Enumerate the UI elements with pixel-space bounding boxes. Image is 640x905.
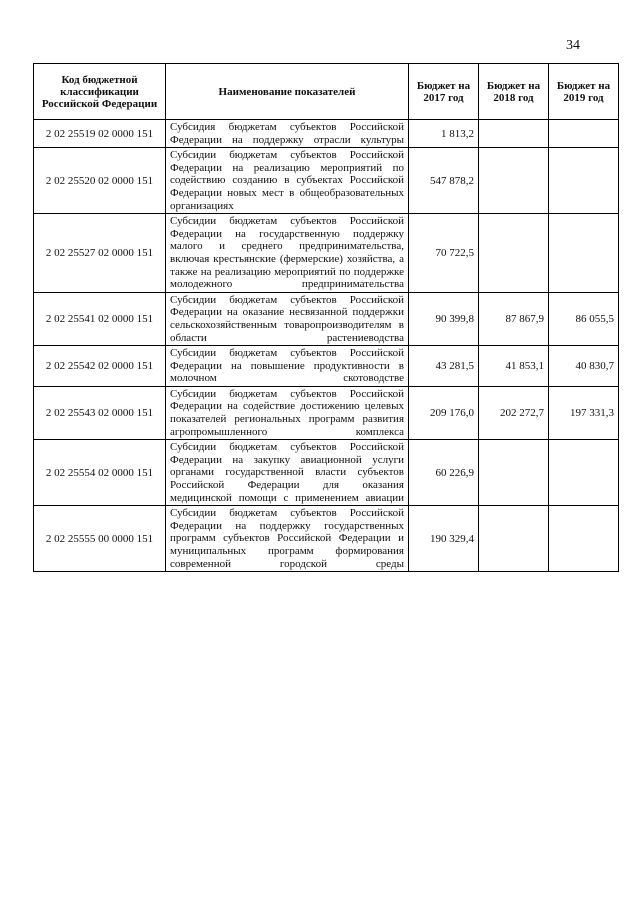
row-code: 2 02 25520 02 0000 151 — [34, 148, 166, 214]
row-budget-2018 — [479, 148, 549, 214]
row-budget-2017: 90 399,8 — [409, 292, 479, 345]
header-code: Код бюджетной классификации Российской Федерации — [34, 64, 166, 120]
row-code: 2 02 25542 02 0000 151 — [34, 346, 166, 387]
table-row — [34, 120, 619, 148]
row-code: 2 02 25555 00 0000 151 — [34, 506, 166, 572]
row-budget-2019 — [549, 440, 619, 506]
row-budget-2017: 209 176,0 — [409, 386, 479, 439]
row-budget-2018: 202 272,7 — [479, 386, 549, 439]
table-row — [34, 214, 619, 293]
row-code: 2 02 25554 02 0000 151 — [34, 440, 166, 506]
row-budget-2019 — [549, 120, 619, 148]
row-budget-2017: 43 281,5 — [409, 346, 479, 387]
table-row — [34, 292, 619, 345]
table-row — [34, 346, 619, 387]
row-name: Субсидии бюджетам субъектов Российской Федерации на государственную поддержку малого и среднего предпринимательства, включая крестьянские (фермерские) хозяйства, а также на реализацию мероприятий по поддержке молодежного предпринимательства — [166, 214, 409, 293]
row-budget-2019 — [549, 214, 619, 293]
page-number: 34 — [566, 38, 580, 53]
row-budget-2018 — [479, 214, 549, 293]
row-budget-2017: 190 329,4 — [409, 506, 479, 572]
row-budget-2018 — [479, 506, 549, 572]
row-budget-2017: 547 878,2 — [409, 148, 479, 214]
table-row — [34, 440, 619, 506]
header-budget-2019: Бюджет на 2019 год — [549, 64, 619, 120]
row-name: Субсидии бюджетам субъектов Российской Федерации на реализацию мероприятий по содействию созданию в субъектах Российской Федерации новых мест в общеобразовательных организациях — [166, 148, 409, 214]
table-row — [34, 386, 619, 439]
header-name: Наименование показателей — [166, 64, 409, 120]
row-name: Субсидии бюджетам субъектов Российской Федерации на содействие достижению целевых показателей региональных программ развития агропромышленного комплекса — [166, 386, 409, 439]
row-budget-2018: 41 853,1 — [479, 346, 549, 387]
row-name: Субсидии бюджетам субъектов Российской Федерации на поддержку государственных программ субъектов Российской Федерации и муниципальных программ формирования современной городской среды — [166, 506, 409, 572]
budget-table — [33, 63, 619, 572]
table-row — [34, 506, 619, 572]
row-budget-2018 — [479, 120, 549, 148]
row-budget-2018 — [479, 440, 549, 506]
row-name: Субсидии бюджетам субъектов Российской Федерации на закупку авиационной услуги органами государственной власти субъектов Российской Федерации для оказания медицинской помощи с применением авиации — [166, 440, 409, 506]
row-code: 2 02 25541 02 0000 151 — [34, 292, 166, 345]
row-budget-2019: 197 331,3 — [549, 386, 619, 439]
row-budget-2019: 40 830,7 — [549, 346, 619, 387]
row-budget-2017: 60 226,9 — [409, 440, 479, 506]
row-name: Субсидия бюджетам субъектов Российской Федерации на поддержку отрасли культуры — [166, 120, 409, 148]
row-budget-2019 — [549, 506, 619, 572]
row-budget-2017: 70 722,5 — [409, 214, 479, 293]
row-code: 2 02 25519 02 0000 151 — [34, 120, 166, 148]
row-budget-2018: 87 867,9 — [479, 292, 549, 345]
table-row — [34, 148, 619, 214]
header-budget-2018: Бюджет на 2018 год — [479, 64, 549, 120]
header-budget-2017: Бюджет на 2017 год — [409, 64, 479, 120]
row-budget-2017: 1 813,2 — [409, 120, 479, 148]
table-header-row — [34, 64, 619, 120]
row-budget-2019: 86 055,5 — [549, 292, 619, 345]
row-code: 2 02 25543 02 0000 151 — [34, 386, 166, 439]
row-name: Субсидии бюджетам субъектов Российской Федерации на оказание несвязанной поддержки сельскохозяйственным товаропроизводителям в области растениеводства — [166, 292, 409, 345]
row-budget-2019 — [549, 148, 619, 214]
row-name: Субсидии бюджетам субъектов Российской Федерации на повышение продуктивности в молочном скотоводстве — [166, 346, 409, 387]
row-code: 2 02 25527 02 0000 151 — [34, 214, 166, 293]
